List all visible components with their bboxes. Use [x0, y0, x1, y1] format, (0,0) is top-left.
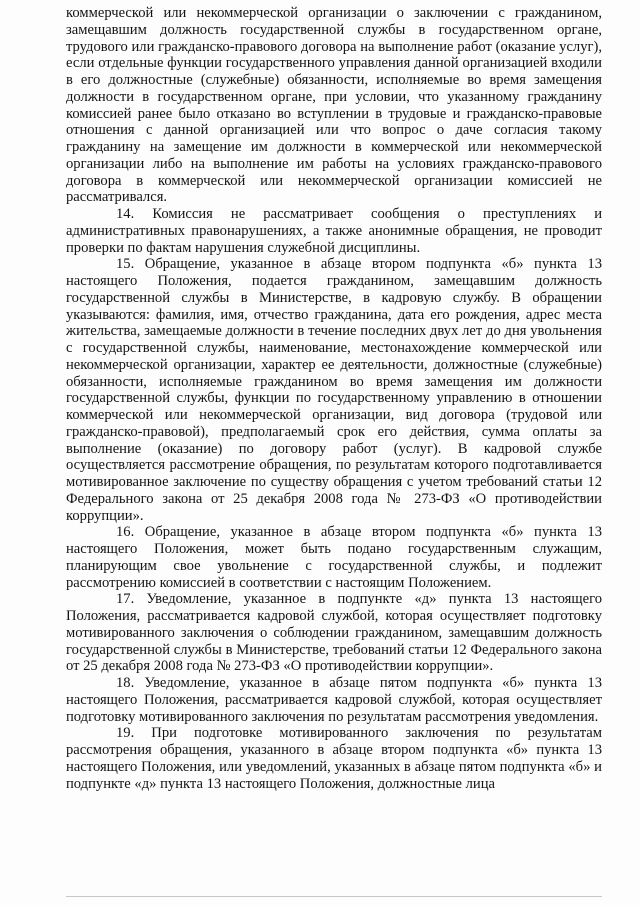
paragraph-14: 14. Комиссия не рассматривает сообщения о преступлениях и административных правонарушениях, а также анонимные обращения, не проводит проверки по фактам нарушения служебной дисциплины.	[66, 206, 602, 256]
document-body	[66, 5, 602, 792]
paragraph-15: 15. Обращение, указанное в абзаце втором подпункта «б» пункта 13 настоящего Положения, подается гражданином, замещавшим должность государственной службы в Министерстве, в кадровую службу. В обращении указываются: фамилия, имя, отчество гражданина, дата его рождения, адрес места жительства, замещаемые должности в течение последних двух лет до дня увольнения с государственной службы, наименование, местонахождение коммерческой или некоммерческой организации, характер ее деятельности, должностные (служебные) обязанности, исполняемые гражданином во время замещения им должности государственной службы, функции по государственному управлению в отношении коммерческой или некоммерческой организации, вид договора (трудовой или гражданско-правовой), предполагаемый срок его действия, сумма оплаты за выполнение (оказание) по договору работ (услуг). В кадровой службе осуществляется рассмотрение обращения, по результатам которого подготавливается мотивированное заключение по существу обращения с учетом требований статьи 12 Федерального закона от 25 декабря 2008 года № 273-ФЗ «О противодействии коррупции».	[66, 256, 602, 524]
paragraph-16: 16. Обращение, указанное в абзаце втором подпункта «б» пункта 13 настоящего Положения, может быть подано государственным служащим, планирующим свое увольнение с государственной службы, и подлежит рассмотрению комиссией в соответствии с настоящим Положением.	[66, 524, 602, 591]
paragraph-13-continuation: коммерческой или некоммерческой организации о заключении с гражданином, замещавшим должность государственной службы в государственном органе, трудового или гражданско-правового договора на выполнение работ (оказание услуг), если отдельные функции государственного управления данной организацией входили в его должностные (служебные) обязанности, исполняемые во время замещения должности в государственном органе, при условии, что указанному гражданину комиссией ранее было отказано во вступлении в трудовые и гражданско-правовые отношения с данной организацией или что вопрос о даче согласия такому гражданину на замещение им должности в коммерческой или некоммерческой организации либо на выполнение им работы на условиях гражданско-правового договора в коммерческой или некоммерческой организации комиссией не рассматривался.	[66, 5, 602, 206]
paragraph-18: 18. Уведомление, указанное в абзаце пятом подпункта «б» пункта 13 настоящего Положения, рассматривается кадровой службой, которая осуществляет подготовку мотивированного заключения по результатам рассмотрения уведомления.	[66, 675, 602, 725]
paragraph-17: 17. Уведомление, указанное в подпункте «д» пункта 13 настоящего Положения, рассматривается кадровой службой, которая осуществляет подготовку мотивированного заключения о соблюдении гражданином, замещавшим должность государственной службы в Министерстве, требований статьи 12 Федерального закона от 25 декабря 2008 года № 273-ФЗ «О противодействии коррупции».	[66, 591, 602, 675]
page-bottom-divider	[66, 896, 602, 897]
paragraph-19: 19. При подготовке мотивированного заключения по результатам рассмотрения обращения, указанного в абзаце втором подпункта «б» пункта 13 настоящего Положения, или уведомлений, указанных в абзаце пятом подпункта «б» и подпункте «д» пункта 13 настоящего Положения, должностные лица	[66, 725, 602, 792]
